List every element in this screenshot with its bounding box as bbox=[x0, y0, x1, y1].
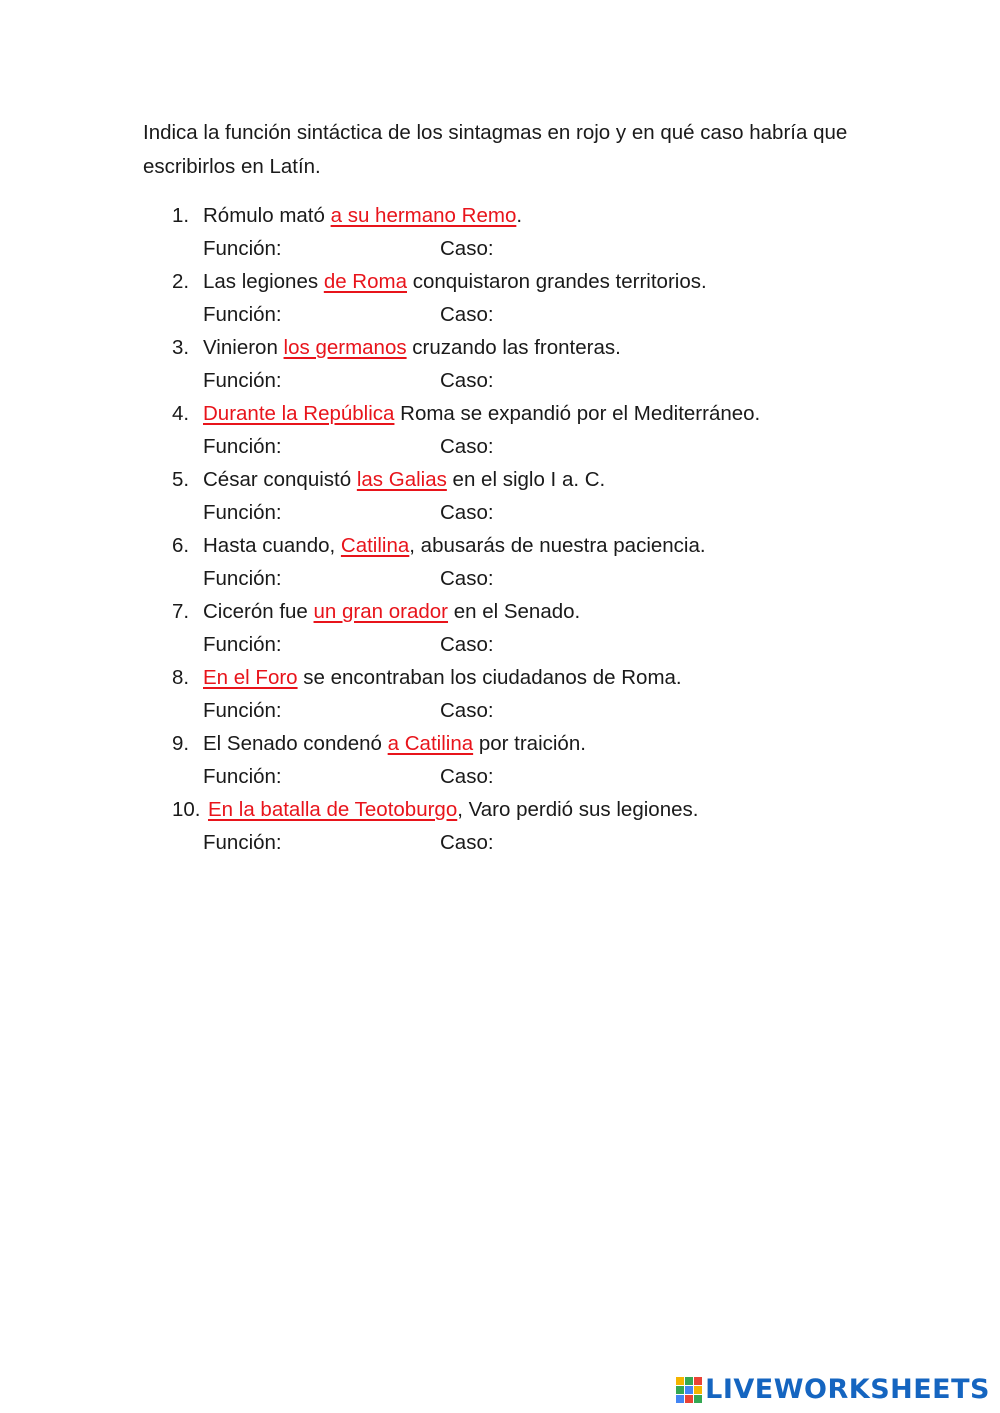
sentence-before: El Senado condenó bbox=[203, 732, 388, 755]
brand-text: LIVEWORKSHEETS bbox=[705, 1374, 990, 1405]
sentence-after: cruzando las fronteras. bbox=[406, 336, 621, 359]
sentence-before: Las legiones bbox=[203, 270, 324, 293]
highlighted-phrase: a su hermano Remo bbox=[330, 204, 517, 227]
highlighted-phrase: a Catilina bbox=[387, 732, 474, 755]
sentence bbox=[203, 529, 706, 562]
funcion-label: Función: bbox=[203, 303, 282, 326]
caso-label: Caso: bbox=[440, 369, 494, 392]
caso-label: Caso: bbox=[440, 699, 494, 722]
sentence-before: Hasta cuando, bbox=[203, 534, 341, 557]
sentence-before: Rómulo mató bbox=[203, 204, 331, 227]
exercise-item-1 bbox=[0, 199, 1000, 265]
liveworksheets-logo-icon bbox=[676, 1377, 702, 1403]
caso-label: Caso: bbox=[440, 765, 494, 788]
exercise-list bbox=[0, 199, 1000, 859]
sentence-before: Cicerón fue bbox=[203, 600, 314, 623]
highlighted-phrase: los germanos bbox=[283, 336, 407, 359]
sentence-after: . bbox=[516, 204, 523, 227]
caso-label: Caso: bbox=[440, 567, 494, 590]
sentence bbox=[208, 793, 698, 826]
item-number: 9. bbox=[172, 732, 190, 755]
item-number: 10. bbox=[172, 798, 201, 821]
item-number: 6. bbox=[172, 534, 190, 557]
sentence bbox=[203, 265, 707, 298]
sentence bbox=[203, 595, 580, 628]
item-number: 8. bbox=[172, 666, 190, 689]
funcion-label: Función: bbox=[203, 765, 282, 788]
caso-label: Caso: bbox=[440, 435, 494, 458]
item-number: 1. bbox=[172, 204, 190, 227]
item-number: 5. bbox=[172, 468, 190, 491]
sentence-before: Vinieron bbox=[203, 336, 284, 359]
item-number: 4. bbox=[172, 402, 190, 425]
sentence-after: en el siglo I a. C. bbox=[446, 468, 606, 491]
funcion-label: Función: bbox=[203, 699, 282, 722]
caso-label: Caso: bbox=[440, 831, 494, 854]
sentence-after: , Varo perdió sus legiones. bbox=[457, 798, 699, 821]
sentence-after: Roma se expandió por el Mediterráneo. bbox=[394, 402, 761, 425]
caso-label: Caso: bbox=[440, 237, 494, 260]
item-number: 3. bbox=[172, 336, 190, 359]
exercise-item-6 bbox=[0, 529, 1000, 595]
exercise-item-9 bbox=[0, 727, 1000, 793]
funcion-label: Función: bbox=[203, 633, 282, 656]
sentence-after: , abusarás de nuestra paciencia. bbox=[409, 534, 706, 557]
exercise-item-2 bbox=[0, 265, 1000, 331]
sentence bbox=[203, 199, 522, 232]
highlighted-phrase: las Galias bbox=[356, 468, 447, 491]
sentence-after: conquistaron grandes territorios. bbox=[407, 270, 707, 293]
caso-label: Caso: bbox=[440, 303, 494, 326]
sentence bbox=[203, 397, 760, 430]
exercise-item-5 bbox=[0, 463, 1000, 529]
funcion-label: Función: bbox=[203, 369, 282, 392]
sentence-after: se encontraban los ciudadanos de Roma. bbox=[297, 666, 682, 689]
exercise-item-8 bbox=[0, 661, 1000, 727]
caso-label: Caso: bbox=[440, 501, 494, 524]
exercise-item-3 bbox=[0, 331, 1000, 397]
exercise-item-7 bbox=[0, 595, 1000, 661]
funcion-label: Función: bbox=[203, 567, 282, 590]
sentence bbox=[203, 661, 682, 694]
item-number: 7. bbox=[172, 600, 190, 623]
sentence bbox=[203, 463, 605, 496]
highlighted-phrase: de Roma bbox=[323, 270, 407, 293]
funcion-label: Función: bbox=[203, 237, 282, 260]
sentence bbox=[203, 331, 621, 364]
liveworksheets-branding[interactable] bbox=[676, 1374, 990, 1405]
exercise-item-10 bbox=[0, 793, 1000, 859]
funcion-label: Función: bbox=[203, 831, 282, 854]
funcion-label: Función: bbox=[203, 501, 282, 524]
sentence-before: César conquistó bbox=[203, 468, 357, 491]
highlighted-phrase: En la batalla de Teotoburgo bbox=[208, 798, 458, 821]
highlighted-phrase: En el Foro bbox=[203, 666, 298, 689]
instructions-text: Indica la función sintáctica de los sintagmas en rojo y en qué caso habría que escribirlos en Latín. bbox=[143, 121, 848, 178]
highlighted-phrase: Durante la República bbox=[203, 402, 395, 425]
sentence-after: por traición. bbox=[473, 732, 586, 755]
item-number: 2. bbox=[172, 270, 190, 293]
sentence bbox=[203, 727, 586, 760]
exercise-item-4 bbox=[0, 397, 1000, 463]
caso-label: Caso: bbox=[440, 633, 494, 656]
sentence-after: en el Senado. bbox=[448, 600, 581, 623]
highlighted-phrase: Catilina bbox=[340, 534, 410, 557]
highlighted-phrase: un gran orador bbox=[313, 600, 449, 623]
funcion-label: Función: bbox=[203, 435, 282, 458]
